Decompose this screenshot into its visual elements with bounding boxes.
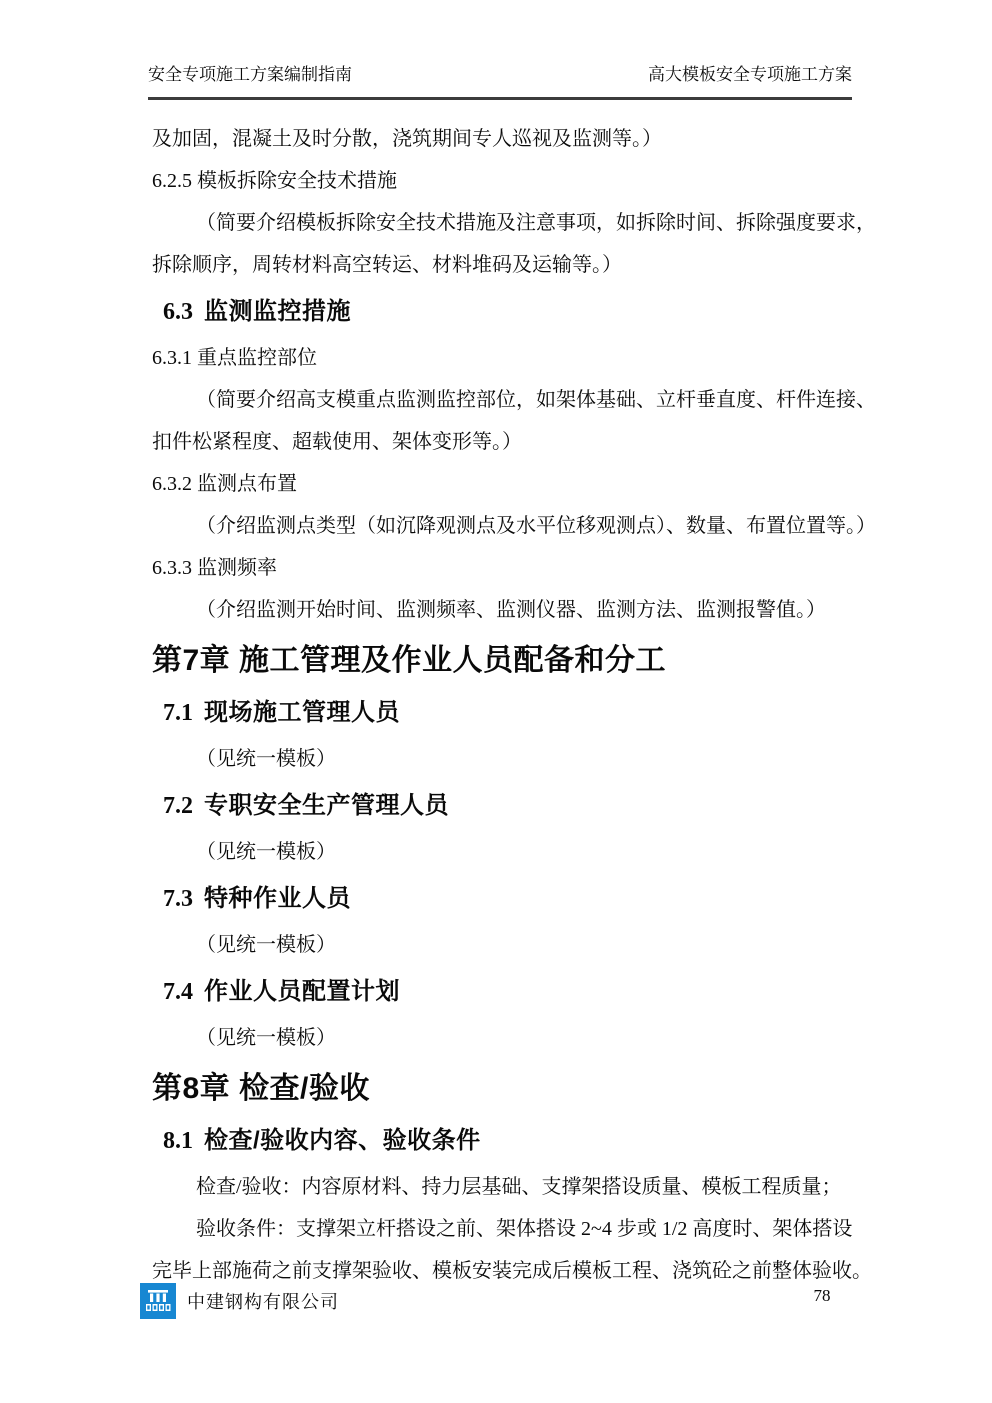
clause-heading: 6.2.5 模板拆除安全技术措施 xyxy=(152,170,397,192)
section-number: 8.1 xyxy=(163,1128,193,1154)
paragraph-line: 验收条件：支撑架立杆搭设之前、架体搭设 2~4 步或 1/2 高度时、架体搭设 xyxy=(196,1218,853,1240)
paragraph-line: （简要介绍模板拆除安全技术措施及注意事项，如拆除时间、拆除强度要求， xyxy=(196,212,876,234)
page-header xyxy=(148,62,852,100)
paragraph-line: 扣件松紧程度、超载使用、架体变形等。） xyxy=(152,431,522,453)
chapter-heading: 第8章 检查/验收 xyxy=(152,1072,370,1105)
section-number: 6.3 xyxy=(163,299,193,325)
section-title: 现场施工管理人员 xyxy=(204,699,400,726)
section-number: 7.4 xyxy=(163,979,193,1005)
page-number: 78 xyxy=(813,1286,831,1305)
section-heading xyxy=(163,969,885,1015)
section-heading xyxy=(163,690,885,736)
chapter-heading: 第7章 施工管理及作业人员配备和分工 xyxy=(152,644,667,677)
clause-heading: 6.3.2 监测点布置 xyxy=(152,473,297,495)
section-title: 作业人员配置计划 xyxy=(204,978,400,1005)
section-heading xyxy=(163,783,885,829)
section-title: 检查/验收内容、验收条件 xyxy=(204,1127,481,1154)
document-body xyxy=(152,118,885,1292)
section-title: 特种作业人员 xyxy=(204,885,351,912)
section-heading xyxy=(163,289,885,335)
section-number: 7.2 xyxy=(163,793,193,819)
paragraph-line: 及加固，混凝土及时分散，浇筑期间专人巡视及监测等。） xyxy=(152,128,662,150)
paragraph-line: 检查/验收：内容原材料、持力层基础、支撑架搭设质量、模板工程质量； xyxy=(196,1176,842,1198)
paragraph-line: 拆除顺序，周转材料高空转运、材料堆码及运输等。） xyxy=(152,254,622,276)
section-number: 7.1 xyxy=(163,700,193,726)
header-left-title: 安全专项施工方案编制指南 xyxy=(148,65,352,84)
header-right-title: 高大模板安全专项施工方案 xyxy=(648,65,852,84)
paragraph-line: 完毕上部施荷之前支撑架验收、模板安装完成后模板工程、浇筑砼之前整体验收。 xyxy=(152,1260,872,1282)
paragraph-line: （简要介绍高支模重点监测监控部位，如架体基础、立杆垂直度、杆件连接、 xyxy=(196,389,876,411)
paragraph-line: （介绍监测开始时间、监测频率、监测仪器、监测方法、监测报警值。） xyxy=(196,599,826,621)
paragraph-line: （见统一模板） xyxy=(196,748,336,770)
section-heading xyxy=(163,876,885,922)
section-title: 监测监控措施 xyxy=(204,298,351,325)
company-name: 中建钢构有限公司 xyxy=(187,1292,339,1312)
section-title: 专职安全生产管理人员 xyxy=(204,792,449,819)
section-number: 7.3 xyxy=(163,886,193,912)
paragraph-line: （见统一模板） xyxy=(196,1027,336,1049)
paragraph-line: （见统一模板） xyxy=(196,934,336,956)
clause-heading: 6.3.3 监测频率 xyxy=(152,557,277,579)
page-footer xyxy=(140,1283,339,1319)
cscec-logo-icon xyxy=(140,1283,176,1319)
section-heading xyxy=(163,1118,885,1164)
clause-heading: 6.3.1 重点监控部位 xyxy=(152,347,317,369)
paragraph-line: （介绍监测点类型（如沉降观测点及水平位移观测点）、数量、布置位置等。） xyxy=(196,515,876,537)
paragraph-line: （见统一模板） xyxy=(196,841,336,863)
